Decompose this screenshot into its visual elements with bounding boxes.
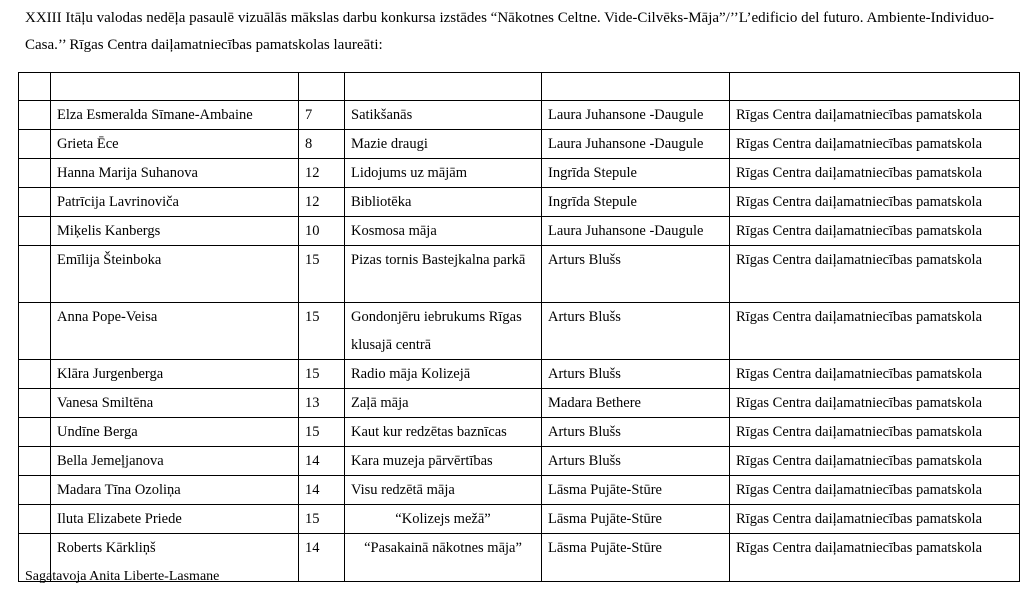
empty-cell [730,73,1020,101]
teacher-name: Laura Juhansone -Daugule [542,101,730,130]
empty-cell [542,73,730,101]
number-cell [19,159,51,188]
number-cell [19,188,51,217]
student-age: 15 [299,246,345,303]
student-name: Vanesa Smiltēna [51,389,299,418]
school-name: Rīgas Centra daiļamatniecības pamatskola [730,303,1020,360]
table-row [19,418,1020,447]
student-name: Iluta Elizabete Priede [51,505,299,534]
empty-cell [299,73,345,101]
teacher-name: Ingrīda Stepule [542,188,730,217]
number-cell [19,246,51,303]
number-cell [19,418,51,447]
number-cell [19,476,51,505]
student-name: Undīne Berga [51,418,299,447]
student-age: 13 [299,389,345,418]
artwork-title: Zaļā māja [345,389,542,418]
teacher-name: Arturs Blušs [542,303,730,360]
artwork-title: “Kolizejs mežā” [345,505,542,534]
school-name: Rīgas Centra daiļamatniecības pamatskola [730,447,1020,476]
table-row [19,389,1020,418]
teacher-name: Lāsma Pujāte-Stūre [542,534,730,582]
student-age: 12 [299,188,345,217]
number-cell [19,101,51,130]
artwork-title: Pizas tornis Bastejkalna parkā [345,246,542,303]
student-name: Klāra Jurgenberga [51,360,299,389]
teacher-name: Lāsma Pujāte-Stūre [542,505,730,534]
school-name: Rīgas Centra daiļamatniecības pamatskola [730,505,1020,534]
school-name: Rīgas Centra daiļamatniecības pamatskola [730,418,1020,447]
artwork-title: Kosmosa māja [345,217,542,246]
student-name: Miķelis Kanbergs [51,217,299,246]
student-age: 15 [299,360,345,389]
number-cell [19,303,51,360]
student-name: Grieta Ēce [51,130,299,159]
student-name: Anna Pope-Veisa [51,303,299,360]
student-age: 7 [299,101,345,130]
student-name: Patrīcija Lavrinoviča [51,188,299,217]
empty-cell [345,73,542,101]
teacher-name: Arturs Blušs [542,447,730,476]
number-cell [19,217,51,246]
student-age: 15 [299,303,345,360]
school-name: Rīgas Centra daiļamatniecības pamatskola [730,101,1020,130]
school-name: Rīgas Centra daiļamatniecības pamatskola [730,130,1020,159]
student-age: 14 [299,476,345,505]
school-name: Rīgas Centra daiļamatniecības pamatskola [730,188,1020,217]
artwork-title: Mazie draugi [345,130,542,159]
artwork-title: Kaut kur redzētas baznīcas [345,418,542,447]
table-row [19,505,1020,534]
school-name: Rīgas Centra daiļamatniecības pamatskola [730,159,1020,188]
artwork-title: Visu redzētā māja [345,476,542,505]
artwork-title: Gondonjēru iebrukums Rīgas klusajā centrā [345,303,542,360]
student-name: Emīlija Šteinboka [51,246,299,303]
artwork-title: “Pasakainā nākotnes māja” [345,534,542,582]
laureates-table [18,72,1020,582]
empty-cell [19,73,51,101]
student-age: 14 [299,447,345,476]
student-age: 15 [299,418,345,447]
student-name: Madara Tīna Ozoliņa [51,476,299,505]
table-row [19,246,1020,303]
table-row [19,159,1020,188]
table-row [19,130,1020,159]
table-row [19,217,1020,246]
school-name: Rīgas Centra daiļamatniecības pamatskola [730,246,1020,303]
intro-paragraph: XXIII Itāļu valodas nedēļa pasaulē vizuālās mākslas darbu konkursa izstādes “Nākotnes Celtne. Vide-Cilvēks-Māja”/’’L’edificio del futuro. Ambiente-Individuo-Casa.’’ Rīgas Centra daiļamatniecības pamatskolas laureāti: [25,10,994,53]
table-row [19,360,1020,389]
artwork-title: Radio māja Kolizejā [345,360,542,389]
student-age: 10 [299,217,345,246]
table-row [19,101,1020,130]
school-name: Rīgas Centra daiļamatniecības pamatskola [730,360,1020,389]
school-name: Rīgas Centra daiļamatniecības pamatskola [730,534,1020,582]
student-name: Elza Esmeralda Sīmane-Ambaine [51,101,299,130]
teacher-name: Arturs Blušs [542,246,730,303]
table-row [19,188,1020,217]
number-cell [19,389,51,418]
prepared-by-note: Sagatavoja Anita Liberte-Lasmane [25,569,220,584]
student-age: 12 [299,159,345,188]
student-name: Bella Jemeļjanova [51,447,299,476]
school-name: Rīgas Centra daiļamatniecības pamatskola [730,476,1020,505]
student-name: Hanna Marija Suhanova [51,159,299,188]
artwork-title: Bibliotēka [345,188,542,217]
artwork-title: Kara muzeja pārvērtības [345,447,542,476]
school-name: Rīgas Centra daiļamatniecības pamatskola [730,217,1020,246]
student-age: 8 [299,130,345,159]
artwork-title: Lidojums uz mājām [345,159,542,188]
school-name: Rīgas Centra daiļamatniecības pamatskola [730,389,1020,418]
empty-cell [51,73,299,101]
student-age: 15 [299,505,345,534]
student-age: 14 [299,534,345,582]
table-row [19,476,1020,505]
number-cell [19,360,51,389]
teacher-name: Arturs Blušs [542,360,730,389]
teacher-name: Laura Juhansone -Daugule [542,130,730,159]
teacher-name: Lāsma Pujāte-Stūre [542,476,730,505]
table-row [19,303,1020,360]
artwork-title: Satikšanās [345,101,542,130]
empty-header-row [19,73,1020,101]
number-cell [19,505,51,534]
table-row [19,447,1020,476]
teacher-name: Ingrīda Stepule [542,159,730,188]
student-name: Roberts Kārkliņš [51,534,299,582]
teacher-name: Laura Juhansone -Daugule [542,217,730,246]
number-cell [19,130,51,159]
number-cell [19,447,51,476]
teacher-name: Arturs Blušs [542,418,730,447]
teacher-name: Madara Bethere [542,389,730,418]
